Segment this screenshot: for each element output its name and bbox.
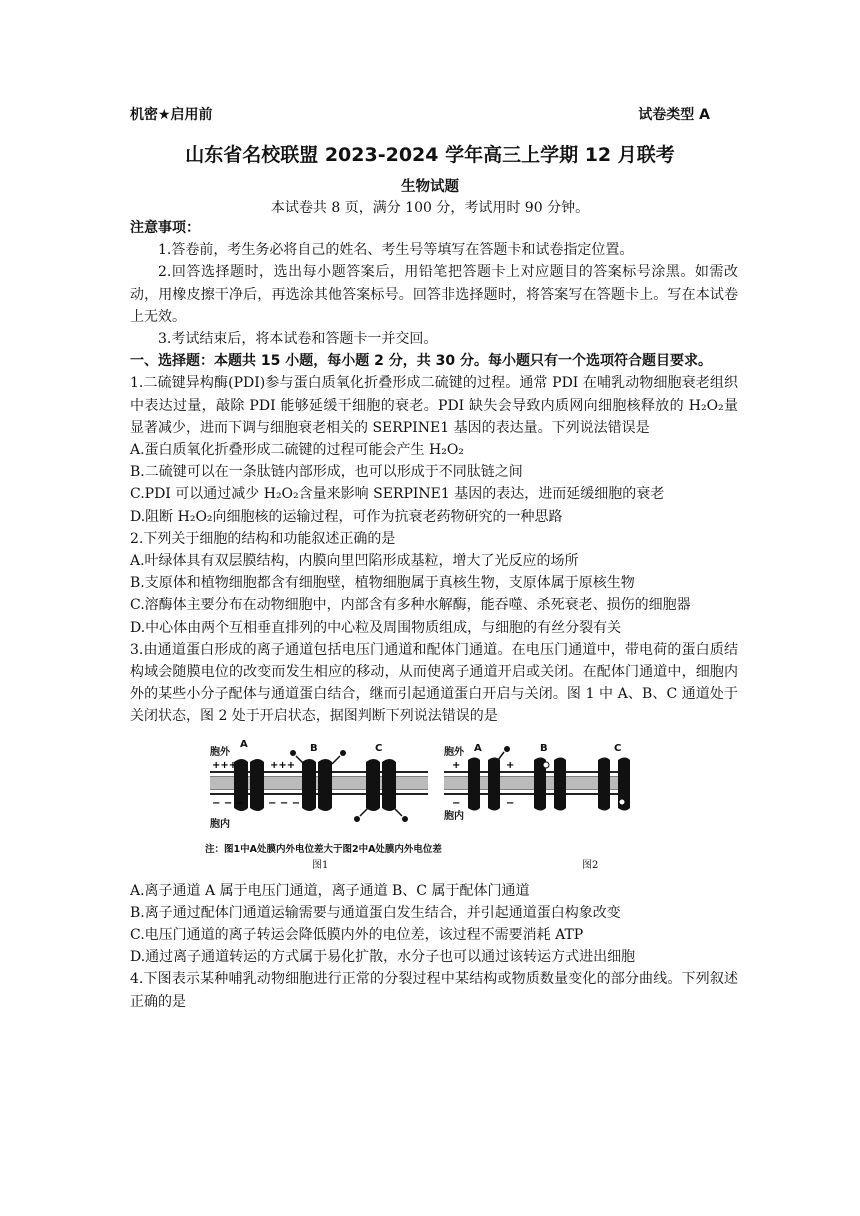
notice-item-3: 3.考试结束后，将本试卷和答题卡一并交回。 [158, 331, 438, 348]
q3-option-d: D.通过离子通道转运的方式属于易化扩散，水分子也可以通过该转运方式进出细胞 [130, 949, 636, 966]
q1-option-d: D.阻断 H₂O₂向细胞核的运输过程，可作为抗衰老药物研究的一种思路 [130, 508, 563, 525]
label-c-fig2: C [614, 742, 622, 754]
label-a-fig2: A [474, 742, 482, 754]
svg-text:− − −: − − − [268, 797, 301, 809]
q1-option-a: A.蛋白质氧化折叠形成二硫键的过程可能会产生 H₂O₂ [130, 442, 464, 459]
figure-note: 注：图1中A处膜内外电位差大于图2中A处膜内外电位差 [205, 843, 442, 855]
label-c-fig1: C [375, 742, 383, 754]
q2-option-c: C.溶酶体主要分布在动物细胞中，内部含有多种水解酶，能吞噬、杀死衰老、损伤的细胞器 [130, 597, 691, 614]
inside-label-fig1: 胞内 [210, 818, 230, 830]
q1-option-c: C.PDI 可以通过减少 H₂O₂含量来影响 SERPINE1 基因的表达，进而延缓细胞的衰老 [130, 486, 665, 503]
svg-text:− − −: − − − [212, 797, 245, 809]
outside-label-fig1: 胞外 [210, 746, 230, 758]
q3-option-c: C.电压门通道的离子转运会降低膜内外的电位差，该过程不需要消耗 ATP [130, 927, 584, 944]
q3-stem: 3.由通道蛋白形成的离子通道包括电压门通道和配体门通道。在电压门通道中，带电荷的蛋白质结构域会随膜电位的改变而发生相应的移动，从而使离子通道开启或关闭。在配体门通道中，细胞内外的某些小分子配体与通道蛋白结合，继而引起通道蛋白开启与关闭。图 1 中 A、B、C 通道处于关闭状态，图 2 处于开启状态，据图判断下列说法错误的是 [130, 641, 738, 725]
q4-stem: 4.下图表示某种哺乳动物细胞进行正常的分裂过程中某结构或物质数量变化的部分曲线。下列叙述正确的是 [130, 971, 738, 1010]
figure-1-caption: 图1 [312, 859, 329, 871]
svg-text:+: + [506, 759, 515, 771]
label-b-fig1: B [310, 742, 318, 754]
inside-label-fig2: 胞内 [444, 810, 464, 822]
exam-body [130, 217, 738, 1013]
q1-option-b: B.二硫键可以在一条肽链内部形成，也可以形成于不同肽链之间 [130, 464, 523, 481]
figure-2-caption: 图2 [582, 859, 599, 871]
paper-type-label: 试卷类型 A [638, 107, 710, 123]
q2-option-d: D.中心体由两个互相垂直排列的中心粒及周围物质组成，与细胞的有丝分裂有关 [130, 619, 622, 636]
exam-title: 山东省名校联盟 2023-2024 学年高三上学期 12 月联考 [185, 144, 675, 166]
q1-stem: 1.二硫键异构酶(PDI)参与蛋白质氧化折叠形成二硫键的过程。通常 PDI 在哺乳动物细胞衰老组织中表达过量，敲除 PDI 能够延缓干细胞的衰老。PDI 缺失会导致内质网向细胞核释放的 H₂O₂量显著减少，进而下调与细胞衰老相关的 SERPINE1 基因的表达量。下列说法错误是 [130, 375, 738, 436]
outside-label-fig2: 胞外 [444, 746, 464, 758]
q3-option-b: B.离子通过配体门通道运输需要与通道蛋白发生结合，并引起通道蛋白构象改变 [130, 904, 621, 921]
q3-option-a: A.离子通道 A 属于电压门通道，离子通道 B、C 属于配体门通道 [130, 882, 530, 899]
q2-option-a: A.叶绿体具有双层膜结构，内膜向里凹陷形成基粒，增大了光反应的场所 [130, 553, 579, 570]
notice-item-2: 2.回答选择题时，选出每小题答案后，用铅笔把答题卡上对应题目的答案标号涂黑。如需改动，用橡皮擦干净后，再选涂其他答案标号。回答非选择题时，将答案写在答题卡上。写在本试卷上无效。 [130, 264, 738, 325]
subject-title: 生物试题 [401, 179, 459, 195]
ion-channel-figure [130, 734, 738, 876]
svg-text:+: + [452, 759, 461, 771]
label-a-fig1: A [240, 738, 248, 750]
svg-text:+++: +++ [212, 759, 238, 771]
confidential-label: 机密★启用前 [130, 107, 213, 123]
q2-option-b: B.支原体和植物细胞都含有细胞壁，植物细胞属于真核生物，支原体属于原核生物 [130, 575, 635, 592]
svg-text:+++: +++ [270, 759, 296, 771]
header-row [130, 104, 710, 128]
svg-text:−: − [506, 797, 515, 809]
channel-c-fig1 [354, 759, 408, 822]
notice-item-1: 1.答卷前，考生务必将自己的姓名、考生号等填写在答题卡和试卷指定位置。 [158, 242, 634, 259]
notice-heading: 注意事项： [130, 220, 200, 236]
exam-intro: 本试卷共 8 页，满分 100 分，考试用时 90 分钟。 [270, 200, 590, 216]
label-b-fig2: B [540, 742, 548, 754]
q2-stem: 2.下列关于细胞的结构和功能叙述正确的是 [130, 530, 396, 547]
section-1-heading: 一、选择题：本题共 15 小题，每小题 2 分，共 30 分。每小题只有一个选项符合题目要求。 [130, 353, 712, 370]
svg-text:−: − [452, 797, 461, 809]
